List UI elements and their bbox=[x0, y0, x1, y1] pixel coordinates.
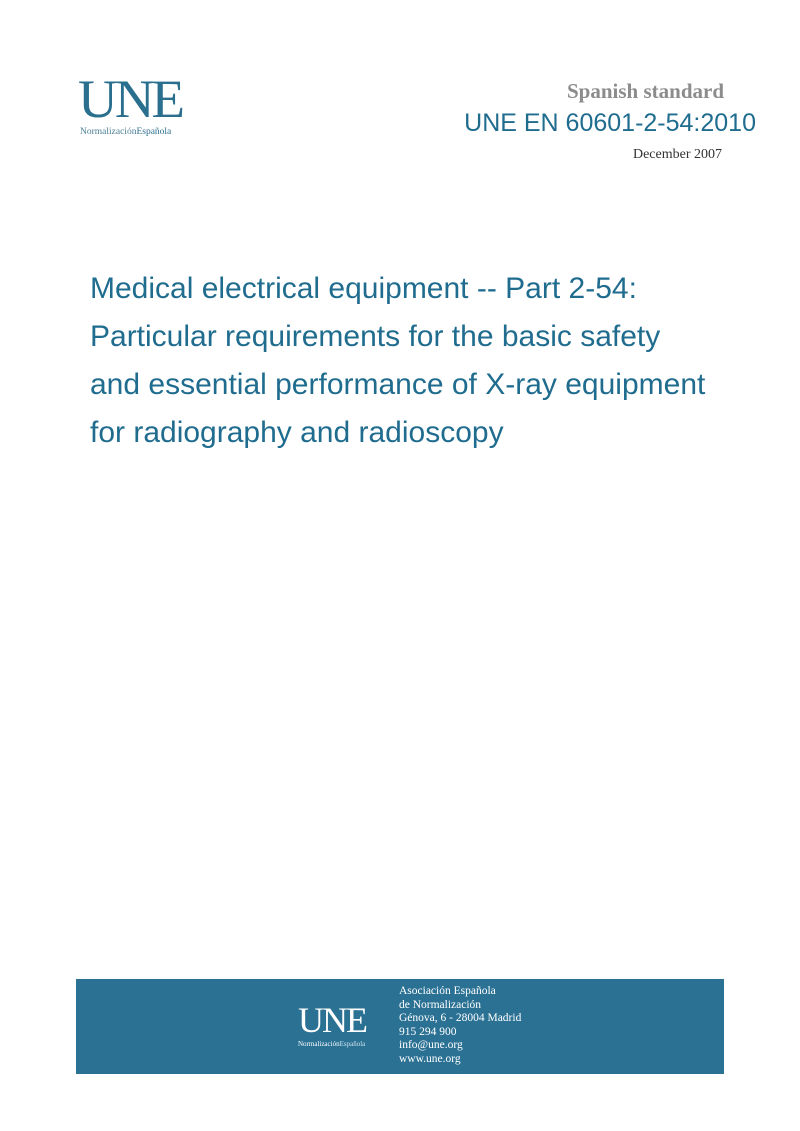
footer-logo-mark: UNE bbox=[298, 1000, 366, 1040]
standard-header bbox=[464, 78, 756, 164]
title-line: Particular requirements for the basic safety bbox=[90, 320, 661, 353]
address-line: Génova, 6 - 28004 Madrid bbox=[399, 1012, 522, 1025]
phone-number: 915 294 900 bbox=[399, 1025, 457, 1038]
title-line: Medical electrical equipment -- Part 2-54: bbox=[90, 272, 637, 305]
footer-logo-tagline-part1: Normalización bbox=[298, 1040, 340, 1048]
une-logo bbox=[78, 69, 183, 137]
email-address: info@une.org bbox=[399, 1039, 463, 1052]
standard-type: Spanish standard bbox=[567, 79, 724, 103]
footer-band bbox=[76, 979, 724, 1074]
logo-tagline-part1: Normalización bbox=[80, 127, 137, 137]
document-title bbox=[90, 265, 770, 457]
logo-mark: UNE bbox=[78, 69, 183, 129]
logo-tagline-part2: Española bbox=[136, 127, 172, 137]
standard-code: UNE EN 60601-2-54:2010 bbox=[464, 109, 756, 137]
address-line: de Normalización bbox=[399, 998, 482, 1011]
address-line: Asociación Española bbox=[399, 985, 496, 997]
footer-logo-tagline bbox=[298, 1040, 366, 1048]
title-line: for radiography and radioscopy bbox=[90, 416, 504, 449]
website-url: www.une.org bbox=[399, 1052, 461, 1065]
standard-date: December 2007 bbox=[632, 147, 722, 162]
footer-address bbox=[399, 985, 521, 1067]
title-line: and essential performance of X-ray equipment bbox=[90, 368, 706, 401]
footer-logo bbox=[298, 1001, 366, 1048]
footer-logo-tagline-part2: Española bbox=[339, 1040, 366, 1048]
